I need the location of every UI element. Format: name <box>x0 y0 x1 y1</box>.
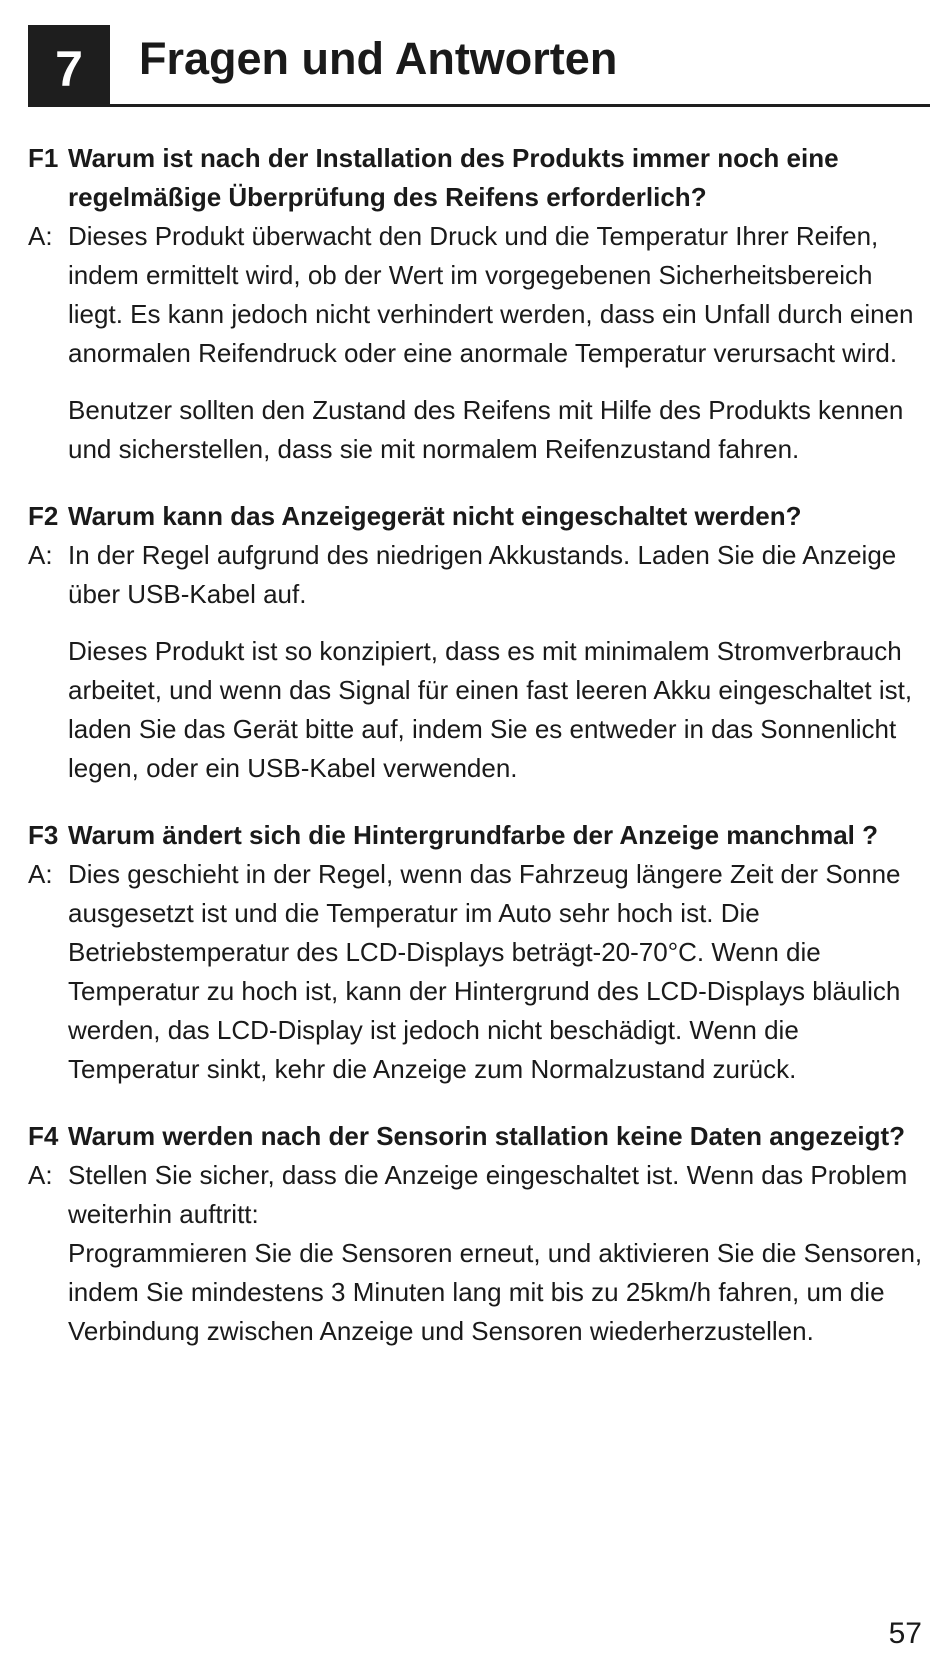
answer-paragraph: Dieses Produkt überwacht den Druck und die Temperatur Ihrer Reifen, indem ermittelt wird, ob der Wert im vorgegebenen Sicherheitsbereich liegt. Es kann jedoch nicht verhindert werden, dass ein Unfall durch einen anormalen Reifendruck oder eine anormale Temperatur verursacht wird. <box>68 221 914 368</box>
chapter-number: 7 <box>28 25 110 107</box>
question <box>28 816 928 855</box>
chapter-divider <box>110 104 930 107</box>
answer <box>28 536 928 788</box>
question <box>28 139 928 217</box>
answer-paragraph: In der Regel aufgrund des niedrigen Akkustands. Laden Sie die Anzeige über USB-Kabel auf. <box>68 540 897 609</box>
faq-item-f2 <box>28 497 928 788</box>
answer-paragraph: Programmieren Sie die Sensoren erneut, und aktivieren Sie die Sensoren, indem Sie mindestens 3 Minuten lang mit bis zu 25km/h fahren, um die Verbindung zwischen Anzeige und Sensoren wiederherzustellen. <box>68 1238 923 1346</box>
answer <box>28 1156 928 1351</box>
question-label: F1 <box>28 143 59 173</box>
faq-item-f3 <box>28 816 928 1089</box>
question-text: Warum ändert sich die Hintergrundfarbe der Anzeige manchmal ? <box>68 820 878 850</box>
answer-label: A: <box>28 540 53 570</box>
question-text: Warum werden nach der Sensorin stallation keine Daten angezeigt? <box>68 1121 906 1151</box>
chapter-title: Fragen und Antworten <box>139 33 618 84</box>
question-label: F4 <box>28 1121 59 1151</box>
question-text: Warum ist nach der Installation des Produkts immer noch eine regelmäßige Überprüfung des Reifens erforderlich? <box>68 143 839 212</box>
faq-item-f4 <box>28 1117 928 1351</box>
question <box>28 497 928 536</box>
chapter-header <box>28 25 930 107</box>
faq-list <box>28 139 928 1379</box>
answer-label: A: <box>28 859 53 889</box>
question <box>28 1117 928 1156</box>
answer-label: A: <box>28 1160 53 1190</box>
page-number: 57 <box>888 1617 922 1650</box>
answer <box>28 217 928 469</box>
answer-label: A: <box>28 221 53 251</box>
answer-paragraph: Benutzer sollten den Zustand des Reifens mit Hilfe des Produkts kennen und sicherstellen, dass sie mit normalem Reifenzustand fahren. <box>68 395 904 464</box>
answer-body <box>68 536 928 788</box>
question-text: Warum kann das Anzeigegerät nicht eingeschaltet werden? <box>68 501 802 531</box>
answer-paragraph: Dieses Produkt ist so konzipiert, dass es mit minimalem Stromverbrauch arbeitet, und wenn das Signal für einen fast leeren Akku eingeschaltet ist, laden Sie das Gerät bitte auf, indem Sie es entweder in das Sonnenlicht legen, oder ein USB-Kabel verwenden. <box>68 636 913 783</box>
answer-paragraph: Dies geschieht in der Regel, wenn das Fahrzeug längere Zeit der Sonne ausgesetzt ist und die Temperatur im Auto sehr hoch ist. Die Betriebstemperatur des LCD-Displays beträgt-20-70°C. Wenn die Temperatur zu hoch ist, kann der Hintergrund des LCD-Displays bläulich werden, das LCD-Display ist jedoch nicht beschädigt. Wenn die Temperatur sinkt, kehr die Anzeige zum Normalzustand zurück. <box>68 859 901 1084</box>
answer-paragraph: Stellen Sie sicher, dass die Anzeige eingeschaltet ist. Wenn das Problem weiterhin auftritt: <box>68 1160 908 1229</box>
answer-body <box>68 855 928 1089</box>
answer-body <box>68 1156 928 1351</box>
question-label: F3 <box>28 820 59 850</box>
answer-body <box>68 217 928 469</box>
question-label: F2 <box>28 501 59 531</box>
faq-item-f1 <box>28 139 928 469</box>
answer <box>28 855 928 1089</box>
